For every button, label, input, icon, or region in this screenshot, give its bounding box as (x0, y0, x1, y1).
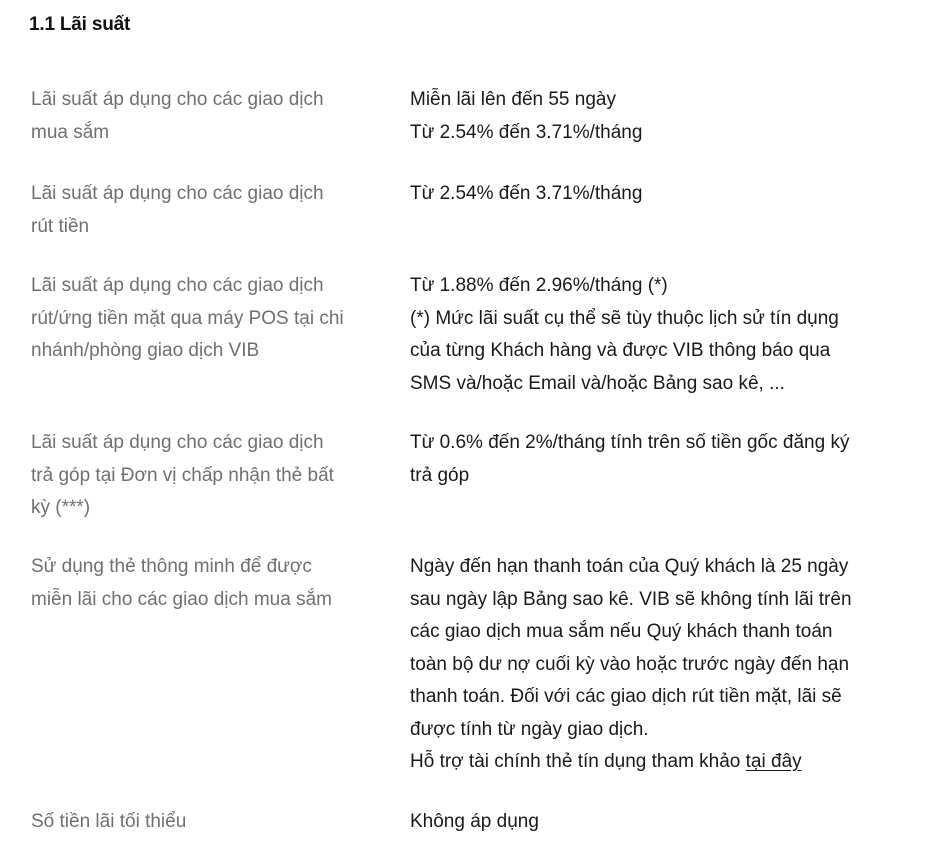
value-line: (*) Mức lãi suất cụ thể sẽ tùy thuộc lịch sử tín dụng (410, 307, 839, 329)
label-line: kỳ (***) (31, 497, 91, 518)
label-line: rút tiền (31, 215, 90, 237)
row-value (410, 806, 920, 839)
row-value (410, 178, 920, 211)
label-line: Số tiền lãi tối thiểu (31, 811, 187, 832)
value-line: trả góp (410, 464, 470, 486)
label-line: trả góp tại Đơn vị chấp nhận thẻ bất (31, 464, 334, 486)
value-line: Không áp dụng (410, 811, 539, 832)
value-line: sau ngày lập Bảng sao kê. VIB sẽ không tính lãi trên (410, 588, 852, 610)
value-line: Miễn lãi lên đến 55 ngày (410, 89, 616, 110)
row-value (410, 84, 920, 149)
row-value (410, 551, 920, 779)
label-line: Lãi suất áp dụng cho các giao dịch (31, 89, 324, 110)
value-line: được tính từ ngày giao dịch. (410, 718, 649, 740)
row-label (31, 84, 391, 149)
value-line: các giao dịch mua sắm nếu Quý khách thanh toán (410, 621, 833, 642)
label-line: Lãi suất áp dụng cho các giao dịch (31, 432, 324, 453)
row-label (31, 551, 391, 616)
row-value (410, 270, 920, 400)
value-line: Ngày đến hạn thanh toán của Quý khách là 25 ngày (410, 556, 849, 577)
label-line: miễn lãi cho các giao dịch mua sắm (31, 588, 332, 610)
value-line: Từ 2.54% đến 3.71%/tháng (410, 183, 643, 204)
value-line: SMS và/hoặc Email và/hoặc Bảng sao kê, ... (410, 372, 785, 394)
details-link[interactable]: tại đây (745, 751, 802, 772)
row-label (31, 806, 391, 839)
label-line: Sử dụng thẻ thông minh để được (31, 556, 312, 577)
support-line (410, 746, 920, 779)
value-line: Từ 1.88% đến 2.96%/tháng (*) (410, 275, 668, 296)
value-line: toàn bộ dư nợ cuối kỳ vào hoặc trước ngày đến hạn (410, 653, 850, 675)
value-line: Từ 2.54% đến 3.71%/tháng (410, 121, 643, 143)
label-line: Lãi suất áp dụng cho các giao dịch (31, 183, 324, 204)
value-line: của từng Khách hàng và được VIB thông báo qua (410, 340, 831, 361)
row-label (31, 270, 391, 368)
row-value (410, 427, 920, 492)
label-line: mua sắm (31, 121, 110, 143)
row-label (31, 178, 391, 243)
row-label (31, 427, 391, 525)
label-line: Lãi suất áp dụng cho các giao dịch (31, 275, 324, 296)
label-line: rút/ứng tiền mặt qua máy POS tại chi (31, 307, 344, 329)
value-line: thanh toán. Đối với các giao dịch rút tiền mặt, lãi sẽ (410, 686, 842, 707)
value-line: Từ 0.6% đến 2%/tháng tính trên số tiền gốc đăng ký (410, 432, 850, 453)
section-title: 1.1 Lãi suất (29, 14, 131, 35)
label-line: nhánh/phòng giao dịch VIB (31, 340, 260, 361)
support-text: Hỗ trợ tài chính thẻ tín dụng tham khảo (410, 751, 746, 772)
